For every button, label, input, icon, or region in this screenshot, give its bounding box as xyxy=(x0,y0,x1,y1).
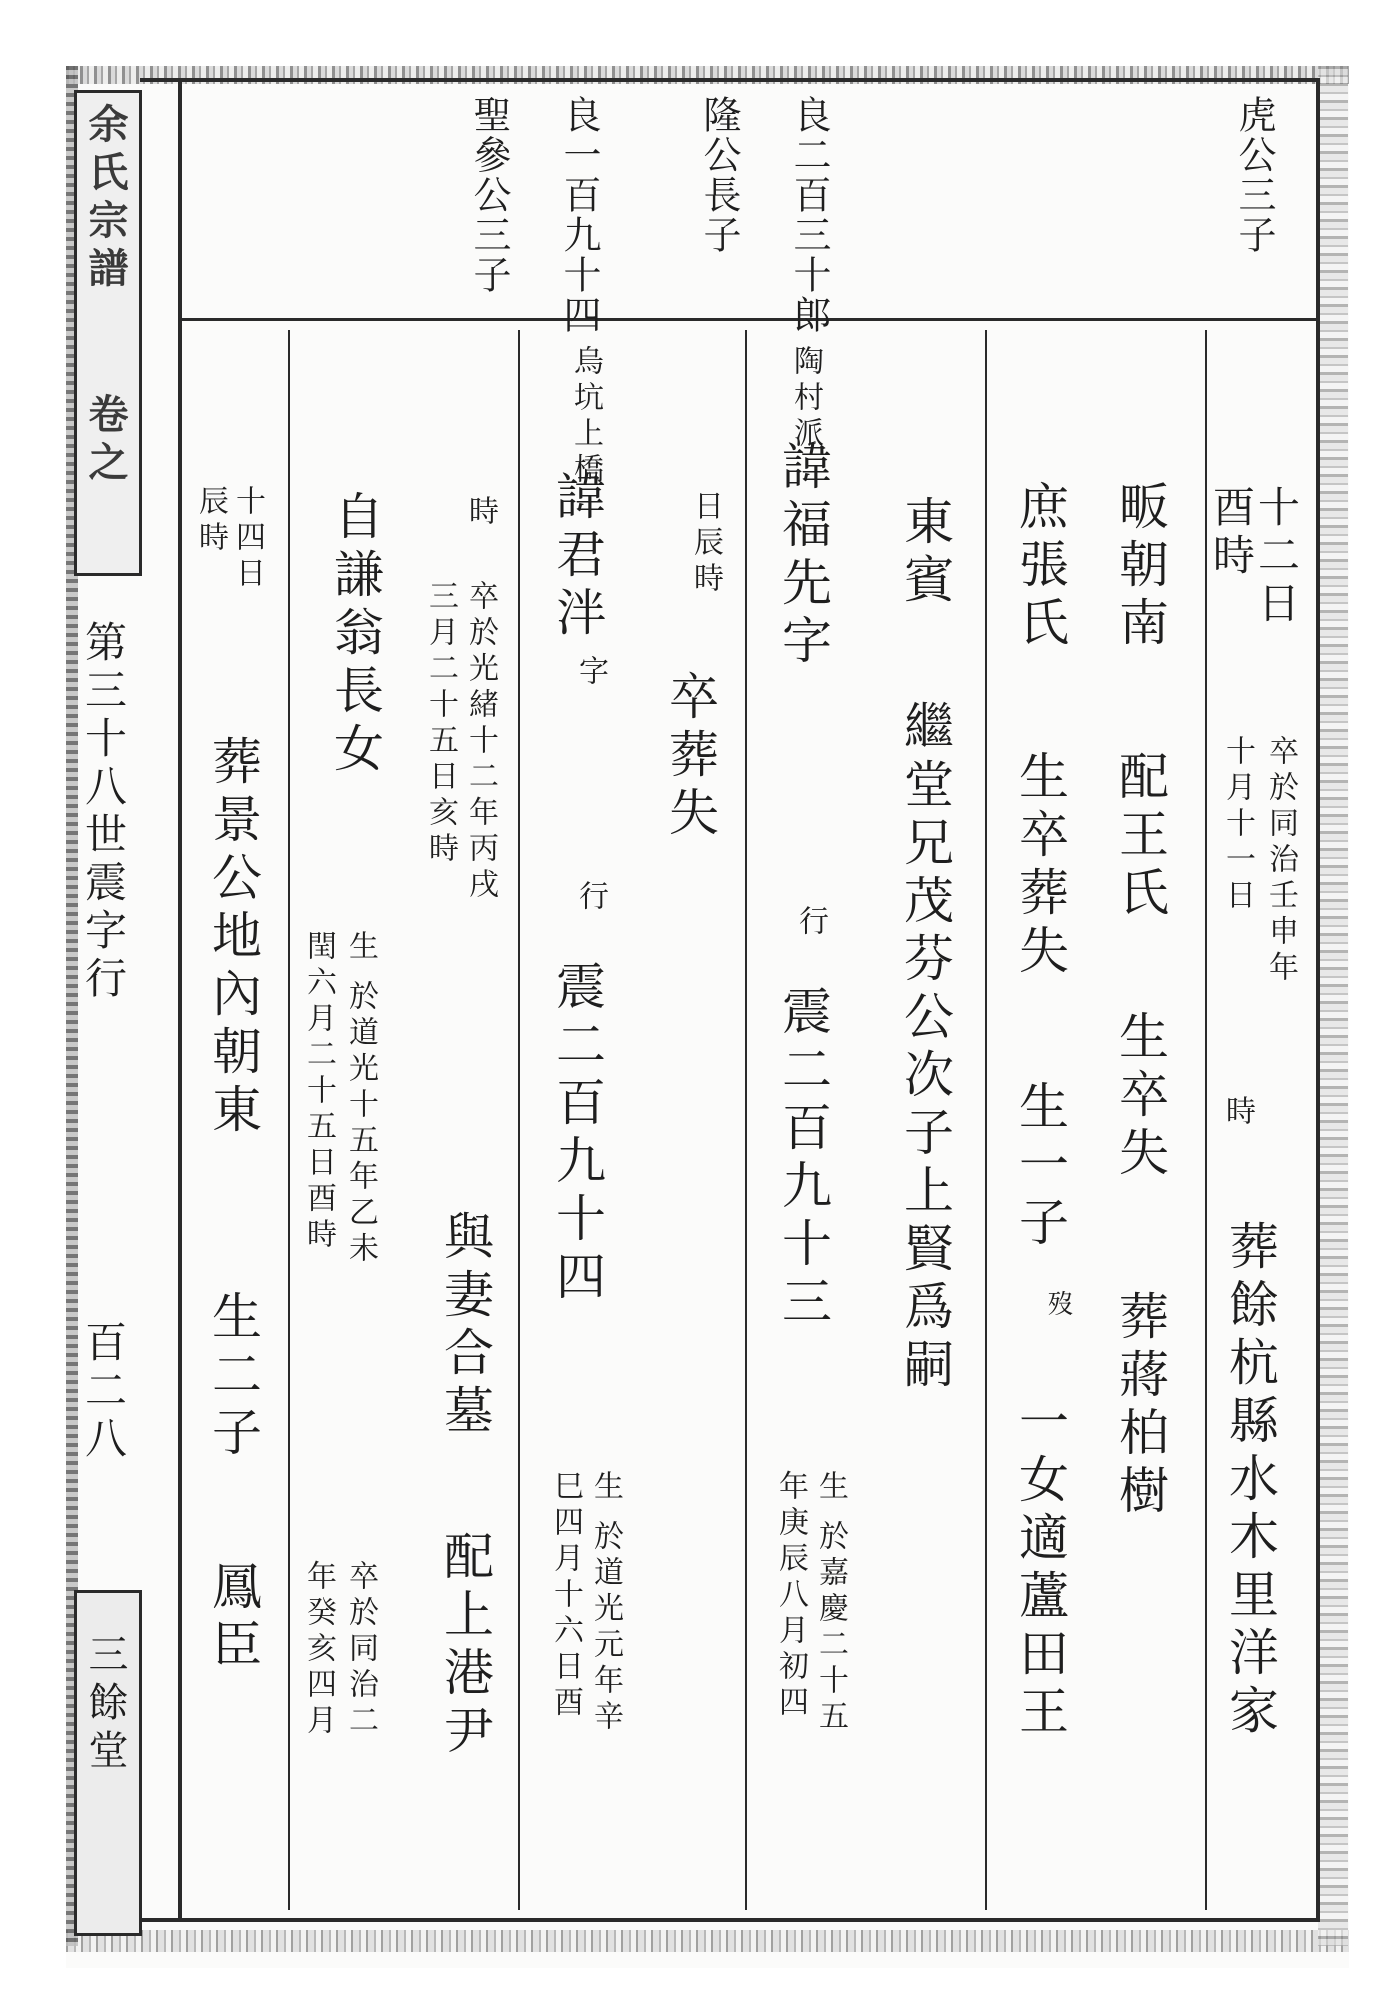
left-sons: 生二子 xyxy=(204,1290,262,1464)
col-rule-2 xyxy=(518,330,520,1910)
fu-born-label: 生 xyxy=(813,1470,848,1506)
wife-born-2: 閏六月二十五日酉時 xyxy=(301,930,336,1254)
wife-death-2: 年癸亥四月 xyxy=(301,1560,336,1740)
fu-branch: 陶村派 xyxy=(788,345,823,453)
jun-born-2: 巳四月十六日酉 xyxy=(548,1470,583,1722)
generation-label: 第三十八世震字行 xyxy=(79,620,128,1004)
left-day: 十四日 xyxy=(230,485,265,593)
spouse-grave: 葬蔣柏樹 xyxy=(1111,1290,1169,1522)
band-lineage-sheng: 聖參公三子 xyxy=(467,95,511,295)
jun-branch: 烏坑上橋 xyxy=(568,345,603,489)
right-death-year: 卒於同治壬申年 xyxy=(1263,735,1298,987)
spouse-burial-place: 畈朝南 xyxy=(1111,480,1169,654)
frame-left xyxy=(178,78,182,1922)
hall-name-box xyxy=(74,1590,142,1936)
left-burial: 葬景公地內朝東 xyxy=(204,735,262,1141)
right-burial: 葬餘杭縣水木里洋家 xyxy=(1221,1220,1279,1742)
wife-born-1: 於道光十五年乙未 xyxy=(343,980,378,1268)
jun-burial: 與妻合墓 xyxy=(436,1210,494,1442)
fu-death: 卒葬失 xyxy=(661,670,719,844)
fu-name: 諱福先字 xyxy=(774,440,832,672)
jun-spouse: 配上港尹 xyxy=(436,1530,494,1762)
band-lineage-liang230: 良二百三十郎 xyxy=(787,95,831,335)
fu-rank: 震二百九十三 xyxy=(774,985,832,1333)
jun-time: 時 xyxy=(463,495,498,531)
jun-zi: 字 xyxy=(573,655,608,691)
jun-death-2: 三月二十五日亥時 xyxy=(423,580,458,868)
concubine-daughter: 一女適蘆田王 xyxy=(1011,1395,1069,1743)
left-hour: 辰時 xyxy=(193,485,228,557)
frame-top xyxy=(140,78,1320,82)
right-date-time: 酉時 xyxy=(1207,485,1256,581)
page-number: 百二八 xyxy=(79,1320,128,1464)
right-date-day: 十二日 xyxy=(1252,485,1301,629)
col-rule-3 xyxy=(745,330,747,1910)
right-death-day: 十月十一日 xyxy=(1220,735,1255,915)
concubine-sons: 生一子 xyxy=(1011,1080,1069,1254)
wife-death-1: 卒於同治二 xyxy=(343,1560,378,1740)
fu-time: 日辰時 xyxy=(688,490,723,598)
book-title: 余氏宗譜 xyxy=(82,103,129,295)
scan-noise-bottom xyxy=(66,1930,1349,1952)
volume-label: 卷之 xyxy=(82,393,129,489)
band-lineage-liang194: 良一百九十四 xyxy=(557,95,601,335)
jun-born-1: 於道光元年辛 xyxy=(588,1520,623,1736)
band-lineage-hu: 虎公三子 xyxy=(1232,95,1276,255)
band-divider xyxy=(180,318,1318,321)
adopt-text: 繼堂兄茂芬公次子上賢爲嗣 xyxy=(896,700,954,1396)
spouse-wang: 配王氏 xyxy=(1111,750,1169,924)
scan-noise-right xyxy=(1318,66,1348,1946)
frame-right xyxy=(1316,78,1320,1922)
hall-name: 三餘堂 xyxy=(82,1633,128,1777)
fu-born-1: 於嘉慶二十五 xyxy=(813,1520,848,1736)
col-rule-1 xyxy=(288,330,290,1910)
left-son-name: 鳳臣 xyxy=(204,1560,262,1676)
margin-title-box xyxy=(74,90,142,576)
col-rule-4 xyxy=(985,330,987,1910)
jun-death-1: 卒於光緒十二年丙戌 xyxy=(463,580,498,904)
jun-rank: 震二百九十四 xyxy=(548,960,606,1308)
wife-name: 自謙翁長女 xyxy=(326,490,384,780)
concubine-zhang: 庶張氏 xyxy=(1011,480,1069,654)
fu-born-2: 年庚辰八月初四 xyxy=(773,1470,808,1722)
frame-bottom xyxy=(140,1918,1320,1922)
jun-name: 諱君泮 xyxy=(548,470,606,644)
concubine-note: 歿 xyxy=(1043,1290,1073,1321)
right-death-hour: 時 xyxy=(1220,1095,1255,1131)
wife-born-label: 生 xyxy=(343,930,378,966)
band-lineage-long: 隆公長子 xyxy=(697,95,741,255)
adopt-name: 東賓 xyxy=(896,495,954,611)
spouse-life: 生卒失 xyxy=(1111,1010,1169,1184)
jun-born-label: 生 xyxy=(588,1470,623,1506)
jun-rank-label: 行 xyxy=(573,880,608,916)
fu-rank-label: 行 xyxy=(793,905,828,941)
concubine-life: 生卒葬失 xyxy=(1011,750,1069,982)
